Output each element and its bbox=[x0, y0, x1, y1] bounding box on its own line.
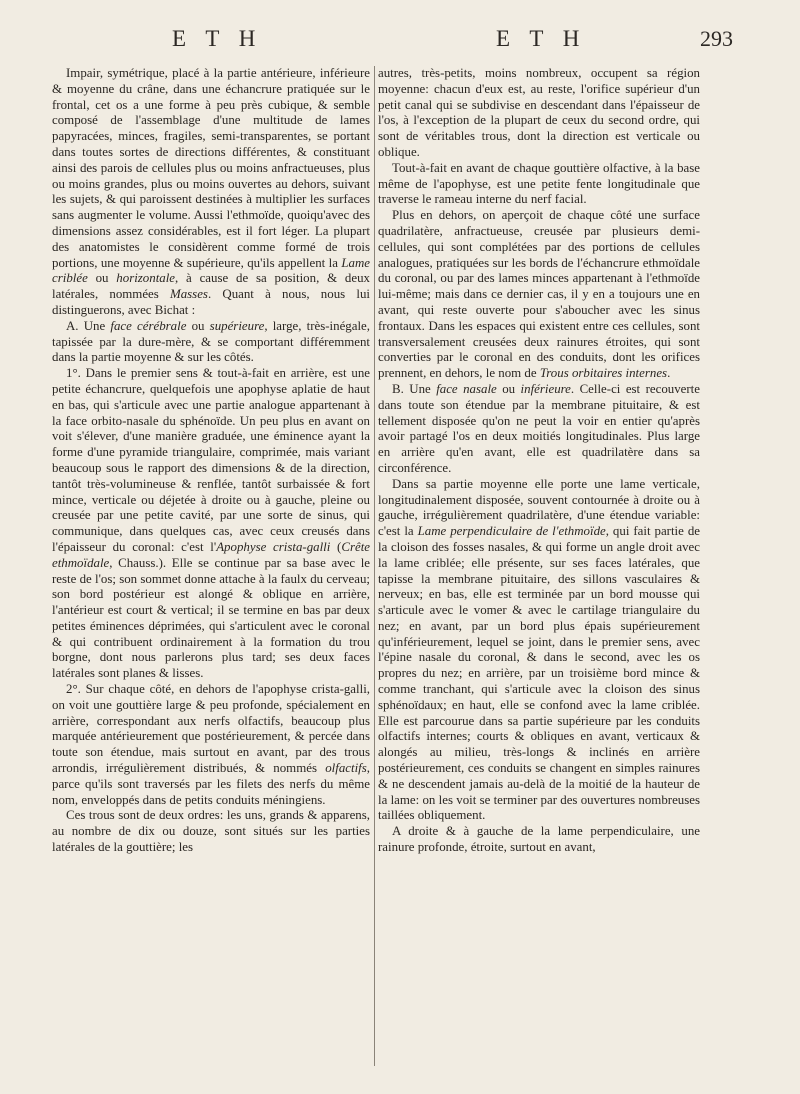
right-column bbox=[378, 66, 700, 1066]
paragraph-ethmoid-intro: Impair, symétrique, placé à la partie antérieure, inférieure & moyenne du crâne, dans une échancrure pratiquée sur le frontal, cet os a une forme à peu près cubique, & semble composé de l'assemblage d'une multitude de lames papyracées, minces, fragiles, semi-transparentes, se portant dans toutes sortes de directions différentes, & constituant ainsi des parois de cellules plus ou moins anfractueuses, plus ou moins grandes, plus ou moins ouvertes au dehors, suivant les sujets, & qui paroissent destinées à multiplier les surfaces sans augmenter le volume. Aussi l'ethmoïde, quoiqu'avec des dimensions assez considérables, est il fort léger. La plupart des anatomistes le considèrent comme formé de trois portions, une moyenne & supérieure, qu'ils appellent la Lame criblée ou horizontale, à cause de sa position, & deux latérales, nommées Masses. Quant à nous, nous lui distinguerons, avec Bichat : bbox=[52, 66, 370, 317]
page-number: 293 bbox=[700, 26, 733, 51]
paragraph-cerebral-face: A. Une face cérébrale ou supérieure, large, très-inégale, tapissée par la dure-mère, & se comportant différemment dans la partie moyenne & sur les côtés. bbox=[52, 318, 370, 365]
right-running-head: E T H bbox=[496, 26, 587, 51]
page-header bbox=[0, 26, 800, 62]
paragraph-crista-galli: 1°. Dans le premier sens & tout-à-fait en arrière, est une petite échancrure, quelquefois une apophyse aplatie de haut en bas, qui s'articule avec une partie analogue appartenant à la face orbito-nasale du sphénoïde. Un peu plus en avant on voit s'élever, d'une manière graduée, une éminence ayant la forme d'une pyramide triangulaire, comprimée, mais variant beaucoup sous le rapport des dimensions & de la direction, tantôt très-volumineuse & renflée, tantôt surbaissée & fort mince, verticale ou déjetée à droite ou à gauche, pleine ou creusée par une petite cavité, par une sorte de sinus, qui communique, dans quelques cas, avec ceux creusés dans l'épaisseur du coronal: c'est l'Apophyse crista-galli (Crête ethmoïdale, Chauss.). Elle se continue par sa base avec le reste de l'os; son sommet donne attache à la faulx du cerveau; son bord postérieur est alongé & oblique en arrière, l'antérieur est court & vertical; il se termine en bas par deux petites éminences déprimées, qui s'articulent avec le coronal & qui contribuent ordinairement à la formation du trou borgne, dont nous parlerons plus tard; ses deux faces latérales sont planes & lisses. bbox=[52, 366, 370, 681]
column-divider bbox=[374, 66, 375, 1066]
paragraph-perpendicular-plate: Dans sa partie moyenne elle porte une lame verticale, longitudinalement disposée, souvent contournée à droite ou à gauche, irrégulièrement quadrilatère, d'une étendue variable: c'est la Lame perpendiculaire de l'ethmoïde, qui fait partie de la cloison des fosses nasales, & qui forme un angle droit avec la lame criblée; elle présente, sur ses faces latérales, que tapisse la membrane pituitaire, des sillons vasculaires & nerveux; en bas, elle est terminée par un bord mousse qui s'articule avec le vomer & avec le cartilage triangulaire du nez; en avant, par un bord plus épais supérieurement qu'inférieurement, lequel se joint, dans le premier sens, avec l'épine nasale du coronal, & dans le second, avec les os propres du nez; en arrière, par un troisième bord mince & comme tranchant, qui s'articule avec la cloison des sinus sphénoïdaux; en haut, elle se confond avec la lame criblée. Elle est parcourue dans sa partie supérieure par les conduits olfactifs internes; courts & obliques en avant, verticaux & alongés au milieu, très-longs & inclinés en arrière postérieurement, ces conduits se changent en simples rainures & ne descendent jamais au-delà de la moitié de la hauteur de la lame: on les voit se terminer par des ouvertures nombreuses taillées obliquement. bbox=[378, 476, 700, 823]
left-running-head: E T H bbox=[172, 26, 263, 51]
paragraph-quadrilateral-surface: Plus en dehors, on aperçoit de chaque côté une surface quadrilatère, anfractueuse, creusée par plusieurs demi-cellules, qui sont complétées par des portions de cellules analogues, pratiquées sur les bords de l'échancrure ethmoïdale du coronal, ou par des lames minces appartenant à l'ethmoïde lui-même; mais dans ce dernier cas, il y en a toujours une en avant, qui reste ouverte pour s'aboucher avec les sinus frontaux. Dans les espaces qui existent entre ces cellules, sont transversalement creusées deux rainures étroites, qui sont converties par le coronal en des conduits, dont les orifices prennent, en dehors, le nom de Trous orbitaires internes. bbox=[378, 208, 700, 381]
paragraph-holes-orders: Ces trous sont de deux ordres: les uns, grands & apparens, au nombre de dix ou douze, sont situés sur les parties latérales de la gouttière; les bbox=[52, 808, 370, 855]
paragraph-groove: A droite & à gauche de la lame perpendiculaire, une rainure profonde, étroite, surtout en avant, bbox=[378, 824, 700, 855]
paragraph-longitudinal-slit: Tout-à-fait en avant de chaque gouttière olfactive, à la base même de l'apophyse, est une petite fente longitudinale que traverse le rameau interne du nerf facial. bbox=[378, 160, 700, 207]
paragraph-nasal-face: B. Une face nasale ou inférieure. Celle-ci est recouverte dans toute son étendue par la membrane pituitaire, & est tellement disposée qu'on ne peut la voir en entier qu'après avoir partagé l'os en deux moitiés longitudinales. Plus large en arrière qu'en avant, elle est quadrilatère dans sa circonférence. bbox=[378, 381, 700, 475]
paragraph-continuation: autres, très-petits, moins nombreux, occupent sa région moyenne: chacun d'eux est, au reste, l'orifice supérieur d'un petit canal qui se subdivise en descendant dans l'épaisseur de l'os, à l'exception de la plupart de ceux du second ordre, qui sont de véritables trous, dont la direction est verticale ou oblique. bbox=[378, 66, 700, 159]
paragraph-olfactory-groove: 2°. Sur chaque côté, en dehors de l'apophyse crista-galli, on voit une gouttière large & peu profonde, spécialement en arrière, correspondant aux nerfs olfactifs, beaucoup plus marquée antérieurement que postérieurement, & percée dans toute son étendue, mais surtout en avant, par des trous arrondis, irrégulièrement distribués, & nommés olfactifs, parce qu'ils sont traversés par les filets des nerfs du même nom, enveloppés dans de petits conduits méningiens. bbox=[52, 682, 370, 807]
left-column bbox=[52, 66, 370, 1066]
